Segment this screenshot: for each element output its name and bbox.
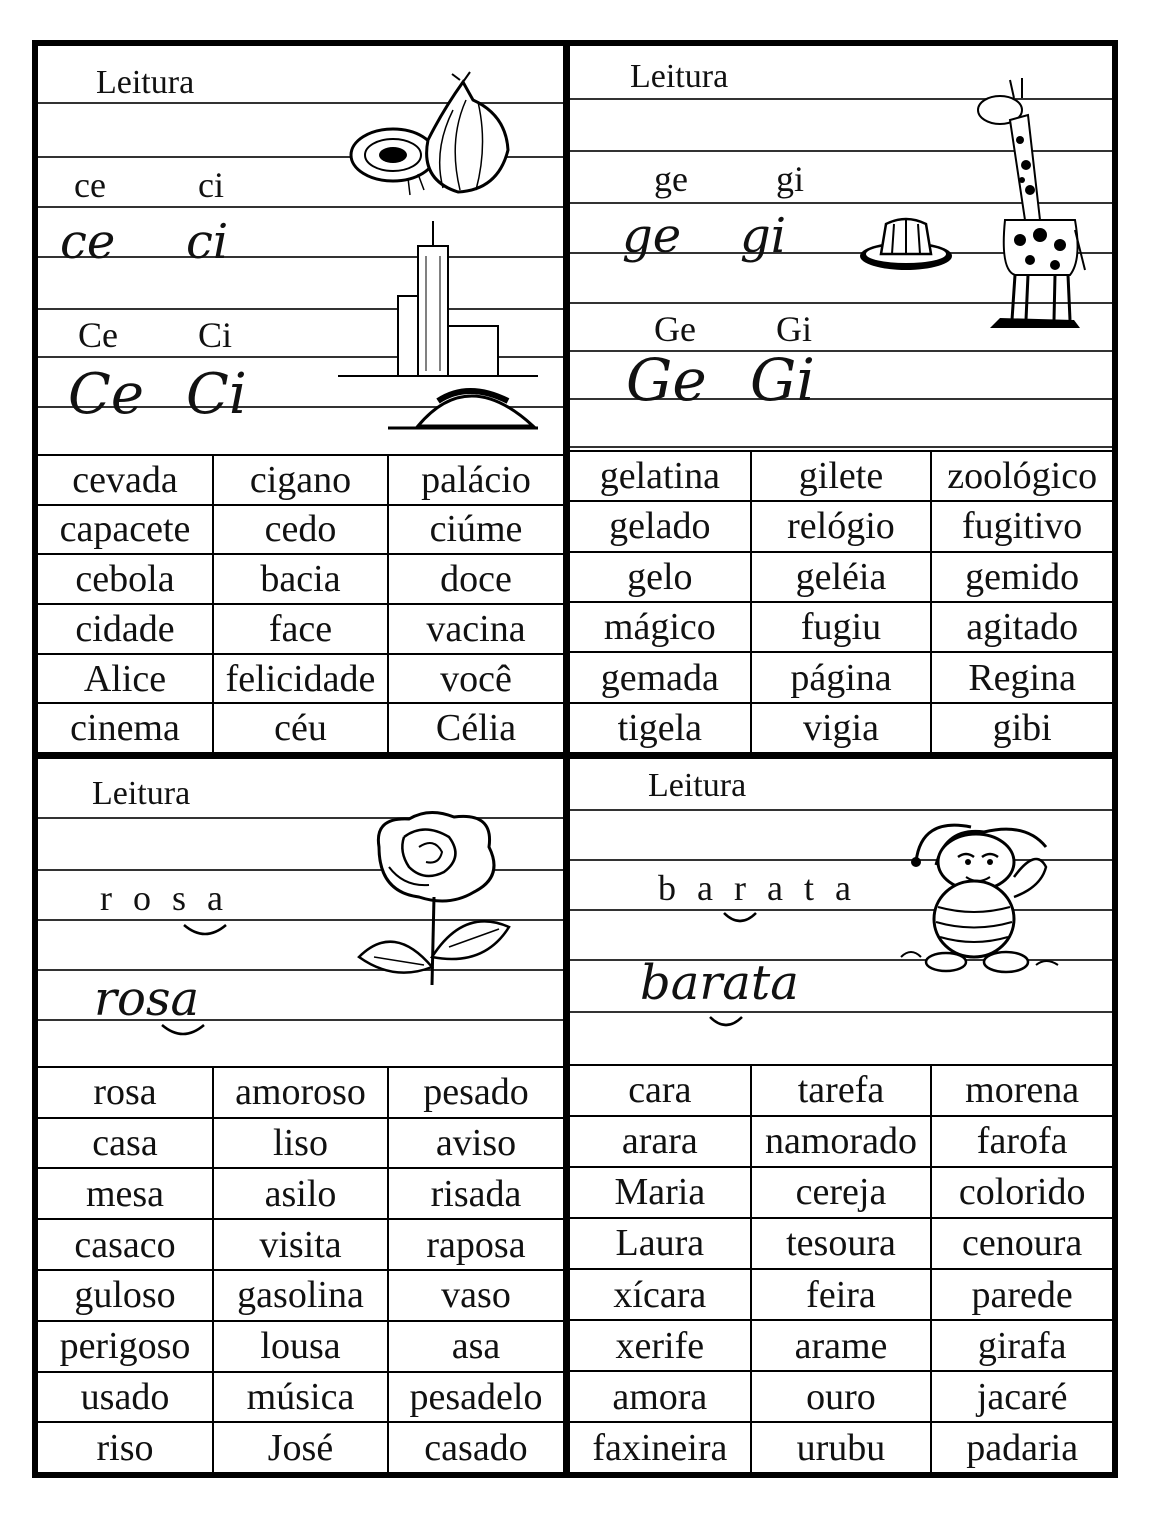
word-table: [570, 1064, 1112, 1472]
word-cell: doce: [388, 554, 563, 604]
word-cell: cebola: [38, 554, 213, 604]
word-cell: José: [213, 1422, 388, 1472]
word-cell: zoológico: [931, 452, 1112, 501]
word-cell: aviso: [388, 1118, 563, 1169]
word-cell: cevada: [38, 456, 213, 505]
table-row: [570, 552, 1112, 602]
syllable-cursive: ce: [60, 214, 116, 270]
table-row: [38, 654, 563, 704]
vertical-divider: [563, 40, 570, 1478]
panel-title: Leitura: [92, 775, 191, 812]
word-cell: pesadelo: [388, 1372, 563, 1423]
word-cell: tarefa: [751, 1066, 932, 1116]
word-cell: tigela: [570, 703, 751, 752]
word-cell: cidade: [38, 604, 213, 654]
word-cell: vigia: [751, 703, 932, 752]
word-cell: gemido: [931, 552, 1112, 602]
syllable-cursive: ci: [186, 214, 229, 270]
table-row: [38, 1422, 563, 1472]
table-row: [570, 1269, 1112, 1320]
table-row: [570, 1116, 1112, 1167]
word-print: r o s a: [100, 878, 229, 918]
word-print: b a r a t a: [658, 868, 857, 908]
panel-title: Leitura: [96, 64, 195, 101]
word-cell: perigoso: [38, 1321, 213, 1372]
word-cell: cara: [570, 1066, 751, 1116]
panel-ce-ci: [38, 46, 563, 752]
table-row: [38, 604, 563, 654]
panel-title: Leitura: [648, 767, 747, 804]
word-cell: tesoura: [751, 1218, 932, 1269]
word-cell: padaria: [931, 1422, 1112, 1472]
word-cell: rosa: [38, 1068, 213, 1118]
word-cell: urubu: [751, 1422, 932, 1472]
word-cell: colorido: [931, 1167, 1112, 1218]
word-cell: cigano: [213, 456, 388, 505]
word-cell: casaco: [38, 1219, 213, 1270]
word-cell: vacina: [388, 604, 563, 654]
word-cell: geléia: [751, 552, 932, 602]
panel-barata: [570, 759, 1112, 1472]
word-cell: namorado: [751, 1116, 932, 1167]
table-row: [38, 456, 563, 505]
word-cell: Laura: [570, 1218, 751, 1269]
word-table: [38, 1066, 563, 1472]
syllable-arc: [720, 909, 760, 927]
word-cell: fugiu: [751, 602, 932, 652]
table-row: [570, 1422, 1112, 1472]
word-cell: cenoura: [931, 1218, 1112, 1269]
word-cell: Célia: [388, 703, 563, 752]
table-row: [38, 505, 563, 555]
word-cell: feira: [751, 1269, 932, 1320]
word-cursive: barata: [640, 955, 799, 1011]
word-cell: relógio: [751, 501, 932, 551]
syllable-print: ge: [654, 159, 688, 199]
word-cell: lousa: [213, 1321, 388, 1372]
table-row: [38, 554, 563, 604]
word-table: [570, 450, 1112, 752]
word-cell: cedo: [213, 505, 388, 555]
word-cell: casado: [388, 1422, 563, 1472]
table-row: [38, 1168, 563, 1219]
horizontal-divider: [32, 752, 1118, 759]
syllable-cursive: Ge: [626, 346, 707, 414]
gelatin-icon: [856, 206, 956, 276]
word-cell: risada: [388, 1168, 563, 1219]
word-cell: casa: [38, 1118, 213, 1169]
word-cell: jacaré: [931, 1371, 1112, 1422]
word-cell: pesado: [388, 1068, 563, 1118]
word-cell: asa: [388, 1321, 563, 1372]
table-row: [570, 501, 1112, 551]
syllable-cursive: Ci: [186, 362, 247, 427]
word-cell: felicidade: [213, 654, 388, 704]
panel-rosa: [38, 759, 563, 1472]
word-cell: xerife: [570, 1320, 751, 1371]
syllable-print: Ce: [78, 315, 118, 355]
table-row: [38, 1321, 563, 1372]
syllable-print: Ge: [654, 309, 696, 349]
word-cursive: rosa: [94, 971, 200, 1027]
word-cell: bacia: [213, 554, 388, 604]
table-row: [570, 602, 1112, 652]
syllable-cursive: Gi: [750, 346, 815, 414]
rose-icon: [354, 807, 524, 987]
word-cell: arame: [751, 1320, 932, 1371]
cockroach-icon: [896, 807, 1066, 977]
word-cell: gelado: [570, 501, 751, 551]
word-cell: morena: [931, 1066, 1112, 1116]
word-cell: mesa: [38, 1168, 213, 1219]
word-cell: parede: [931, 1269, 1112, 1320]
table-row: [38, 1068, 563, 1118]
word-cell: gasolina: [213, 1270, 388, 1321]
word-cell: agitado: [931, 602, 1112, 652]
word-cell: fugitivo: [931, 501, 1112, 551]
word-cell: riso: [38, 1422, 213, 1472]
word-cell: ouro: [751, 1371, 932, 1422]
word-cell: gelo: [570, 552, 751, 602]
word-table: [38, 454, 563, 752]
word-cell: visita: [213, 1219, 388, 1270]
word-cell: arara: [570, 1116, 751, 1167]
word-cell: página: [751, 652, 932, 702]
syllable-cursive: Ce: [68, 362, 144, 427]
word-cell: mágico: [570, 602, 751, 652]
word-cell: gilete: [751, 452, 932, 501]
syllable-arc: [158, 1021, 208, 1041]
table-row: [38, 1372, 563, 1423]
word-cell: cereja: [751, 1167, 932, 1218]
syllable-print: Ci: [198, 315, 233, 355]
word-cell: gelatina: [570, 452, 751, 501]
word-cell: gemada: [570, 652, 751, 702]
word-cell: gibi: [931, 703, 1112, 752]
table-row: [570, 1066, 1112, 1116]
word-cell: céu: [213, 703, 388, 752]
table-row: [38, 703, 563, 752]
syllable-print: ci: [198, 165, 224, 205]
table-row: [570, 652, 1112, 702]
word-cell: farofa: [931, 1116, 1112, 1167]
word-cell: guloso: [38, 1270, 213, 1321]
word-cell: Maria: [570, 1167, 751, 1218]
syllable-print: gi: [776, 159, 805, 199]
word-cell: Regina: [931, 652, 1112, 702]
word-cell: face: [213, 604, 388, 654]
syllable-print: Gi: [776, 309, 812, 349]
panel-ge-gi: [570, 46, 1112, 752]
onion-icon: [348, 70, 523, 200]
table-row: [570, 1371, 1112, 1422]
table-row: [570, 452, 1112, 501]
word-cell: raposa: [388, 1219, 563, 1270]
table-row: [38, 1270, 563, 1321]
syllable-cursive: ge: [622, 208, 682, 264]
word-cell: vaso: [388, 1270, 563, 1321]
word-cell: amoroso: [213, 1068, 388, 1118]
table-row: [570, 1218, 1112, 1269]
word-cell: cinema: [38, 703, 213, 752]
syllable-print: ce: [74, 165, 106, 205]
word-cell: girafa: [931, 1320, 1112, 1371]
word-cell: música: [213, 1372, 388, 1423]
word-cell: palácio: [388, 456, 563, 505]
giraffe-icon: [970, 70, 1095, 340]
table-row: [38, 1118, 563, 1169]
syllable-arc: [180, 921, 230, 941]
word-cell: xícara: [570, 1269, 751, 1320]
syllable-arc: [706, 1013, 746, 1031]
building-icon: [338, 216, 548, 456]
word-cell: liso: [213, 1118, 388, 1169]
table-row: [570, 1167, 1112, 1218]
panel-title: Leitura: [630, 58, 729, 95]
word-cell: usado: [38, 1372, 213, 1423]
table-row: [570, 1320, 1112, 1371]
word-cell: Alice: [38, 654, 213, 704]
word-cell: asilo: [213, 1168, 388, 1219]
table-row: [38, 1219, 563, 1270]
table-row: [570, 703, 1112, 752]
word-cell: ciúme: [388, 505, 563, 555]
syllable-cursive: gi: [740, 208, 787, 264]
word-cell: você: [388, 654, 563, 704]
word-cell: amora: [570, 1371, 751, 1422]
word-cell: capacete: [38, 505, 213, 555]
word-cell: faxineira: [570, 1422, 751, 1472]
